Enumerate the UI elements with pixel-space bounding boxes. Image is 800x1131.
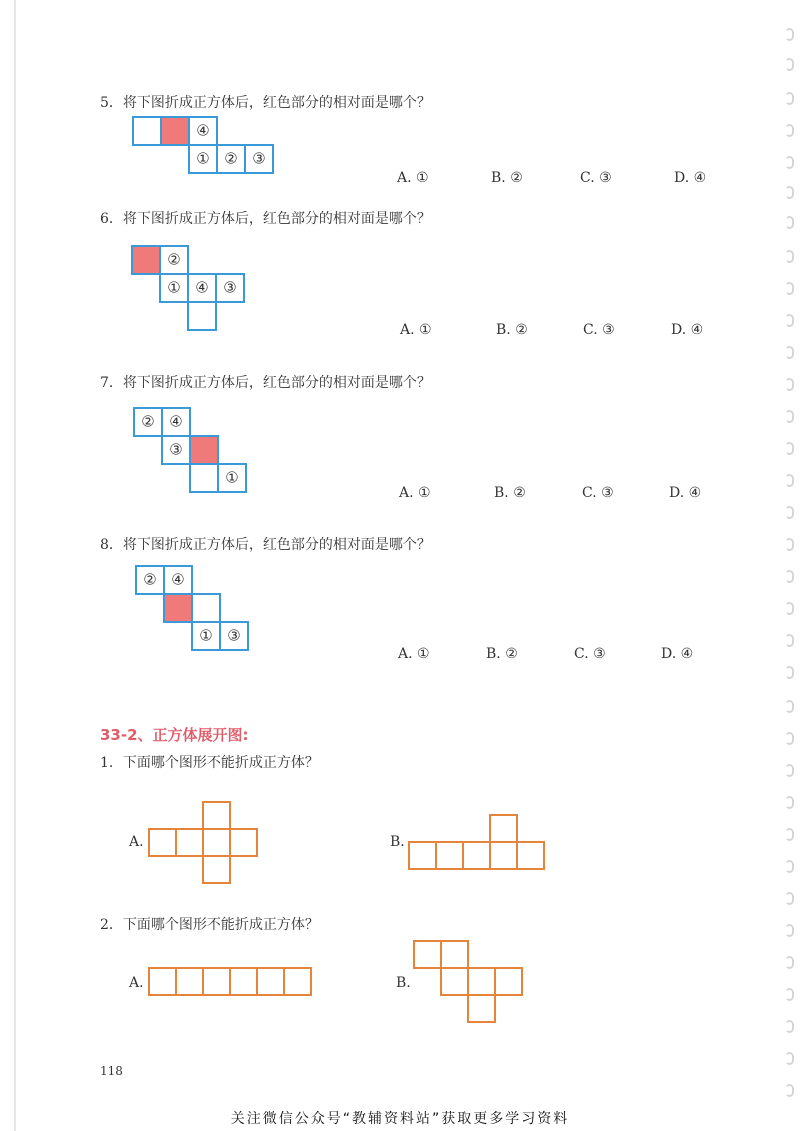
net-square — [440, 967, 469, 996]
net-face: ② — [216, 144, 246, 174]
net-square — [202, 828, 231, 857]
option-b-label[interactable]: B. — [390, 834, 405, 850]
option-c[interactable]: C. ③ — [582, 485, 614, 501]
option-b-label[interactable]: B. — [396, 975, 411, 991]
net-square — [489, 814, 518, 843]
ring-icon — [785, 796, 794, 809]
ring-icon — [785, 860, 794, 873]
ring-icon — [785, 442, 794, 455]
net-face — [187, 301, 217, 331]
net-square — [516, 841, 545, 870]
ring-icon — [785, 28, 794, 41]
net-square — [408, 841, 437, 870]
net-face — [189, 463, 219, 493]
net-face: ② — [159, 245, 189, 275]
ring-icon — [785, 186, 794, 199]
option-b[interactable]: B. ② — [494, 485, 526, 501]
option-b[interactable]: B. ② — [491, 170, 523, 186]
ring-icon — [785, 924, 794, 937]
question-7-prompt: 7．将下图折成正方体后，红色部分的相对面是哪个？ — [100, 375, 431, 391]
ring-icon — [785, 346, 794, 359]
ring-icon — [785, 570, 794, 583]
option-a[interactable]: A. ① — [400, 322, 432, 338]
net-square — [175, 828, 204, 857]
net-face: ③ — [219, 621, 249, 651]
option-d[interactable]: D. ④ — [669, 485, 702, 501]
net-face: ④ — [161, 407, 191, 437]
option-a-label[interactable]: A. — [129, 834, 144, 850]
net-face: ② — [135, 565, 165, 595]
option-d[interactable]: D. ④ — [661, 646, 694, 662]
net-face: ② — [133, 407, 163, 437]
ring-icon — [785, 634, 794, 647]
ring-icon — [785, 314, 794, 327]
net-face — [191, 593, 221, 623]
option-c[interactable]: C. ③ — [583, 322, 615, 338]
ring-icon — [785, 828, 794, 841]
net-square — [202, 967, 231, 996]
net-face-red — [160, 116, 190, 146]
section-title: 33-2、正方体展开图: — [100, 726, 249, 744]
net-square — [202, 855, 231, 884]
ring-icon — [785, 956, 794, 969]
question-8-prompt: 8．将下图折成正方体后，红色部分的相对面是哪个？ — [100, 537, 431, 553]
net-face: ③ — [215, 273, 245, 303]
option-d[interactable]: D. ④ — [671, 322, 704, 338]
ring-icon — [785, 988, 794, 1001]
option-a[interactable]: A. ① — [399, 485, 431, 501]
ring-icon — [785, 892, 794, 905]
net-face-red — [131, 245, 161, 275]
net-face: ③ — [244, 144, 274, 174]
ring-icon — [785, 700, 794, 713]
net-face: ① — [159, 273, 189, 303]
ring-icon — [785, 1052, 794, 1065]
net-square — [175, 967, 204, 996]
net-square — [148, 967, 177, 996]
net-square — [489, 841, 518, 870]
net-face: ④ — [188, 116, 218, 146]
ring-icon — [785, 410, 794, 423]
net-face: ③ — [161, 435, 191, 465]
ring-icon — [785, 92, 794, 105]
net-square — [467, 967, 496, 996]
option-b[interactable]: B. ② — [496, 322, 528, 338]
section-question-2-prompt: 2．下面哪个图形不能折成正方体？ — [100, 917, 319, 933]
option-b[interactable]: B. ② — [486, 646, 518, 662]
net-face-red — [189, 435, 219, 465]
net-face: ① — [188, 144, 218, 174]
ring-icon — [785, 58, 794, 71]
net-face: ④ — [187, 273, 217, 303]
option-c[interactable]: C. ③ — [580, 170, 612, 186]
ring-icon — [785, 732, 794, 745]
ring-icon — [785, 1020, 794, 1033]
page-number: 118 — [100, 1064, 123, 1078]
ring-icon — [785, 216, 794, 229]
ring-icon — [785, 124, 794, 137]
net-face — [132, 116, 162, 146]
ring-icon — [785, 538, 794, 551]
option-a[interactable]: A. ① — [397, 170, 429, 186]
ring-icon — [785, 474, 794, 487]
page-edge — [14, 0, 16, 1131]
ring-icon — [785, 156, 794, 169]
net-square — [413, 940, 442, 969]
net-square — [229, 828, 258, 857]
footer-note: 关注微信公众号“教辅资料站”获取更多学习资料 — [230, 1111, 570, 1127]
section-question-1-prompt: 1．下面哪个图形不能折成正方体？ — [100, 755, 319, 771]
net-face: ① — [217, 463, 247, 493]
net-square — [148, 828, 177, 857]
ring-icon — [785, 506, 794, 519]
option-d[interactable]: D. ④ — [674, 170, 707, 186]
net-face: ④ — [163, 565, 193, 595]
net-square — [440, 940, 469, 969]
option-a-label[interactable]: A. — [129, 975, 144, 991]
net-square — [283, 967, 312, 996]
net-square — [202, 801, 231, 830]
net-square — [256, 967, 285, 996]
question-6-prompt: 6．将下图折成正方体后，红色部分的相对面是哪个？ — [100, 211, 431, 227]
ring-icon — [785, 250, 794, 263]
ring-icon — [785, 666, 794, 679]
option-a[interactable]: A. ① — [398, 646, 430, 662]
ring-icon — [785, 378, 794, 391]
question-5-prompt: 5．将下图折成正方体后，红色部分的相对面是哪个？ — [100, 95, 431, 111]
ring-icon — [785, 282, 794, 295]
net-face: ① — [191, 621, 221, 651]
net-square — [435, 841, 464, 870]
net-square — [229, 967, 258, 996]
option-c[interactable]: C. ③ — [574, 646, 606, 662]
ring-icon — [785, 1084, 794, 1097]
net-face-red — [163, 593, 193, 623]
net-square — [467, 994, 496, 1023]
net-square — [494, 967, 523, 996]
net-square — [462, 841, 491, 870]
ring-icon — [785, 764, 794, 777]
ring-icon — [785, 602, 794, 615]
